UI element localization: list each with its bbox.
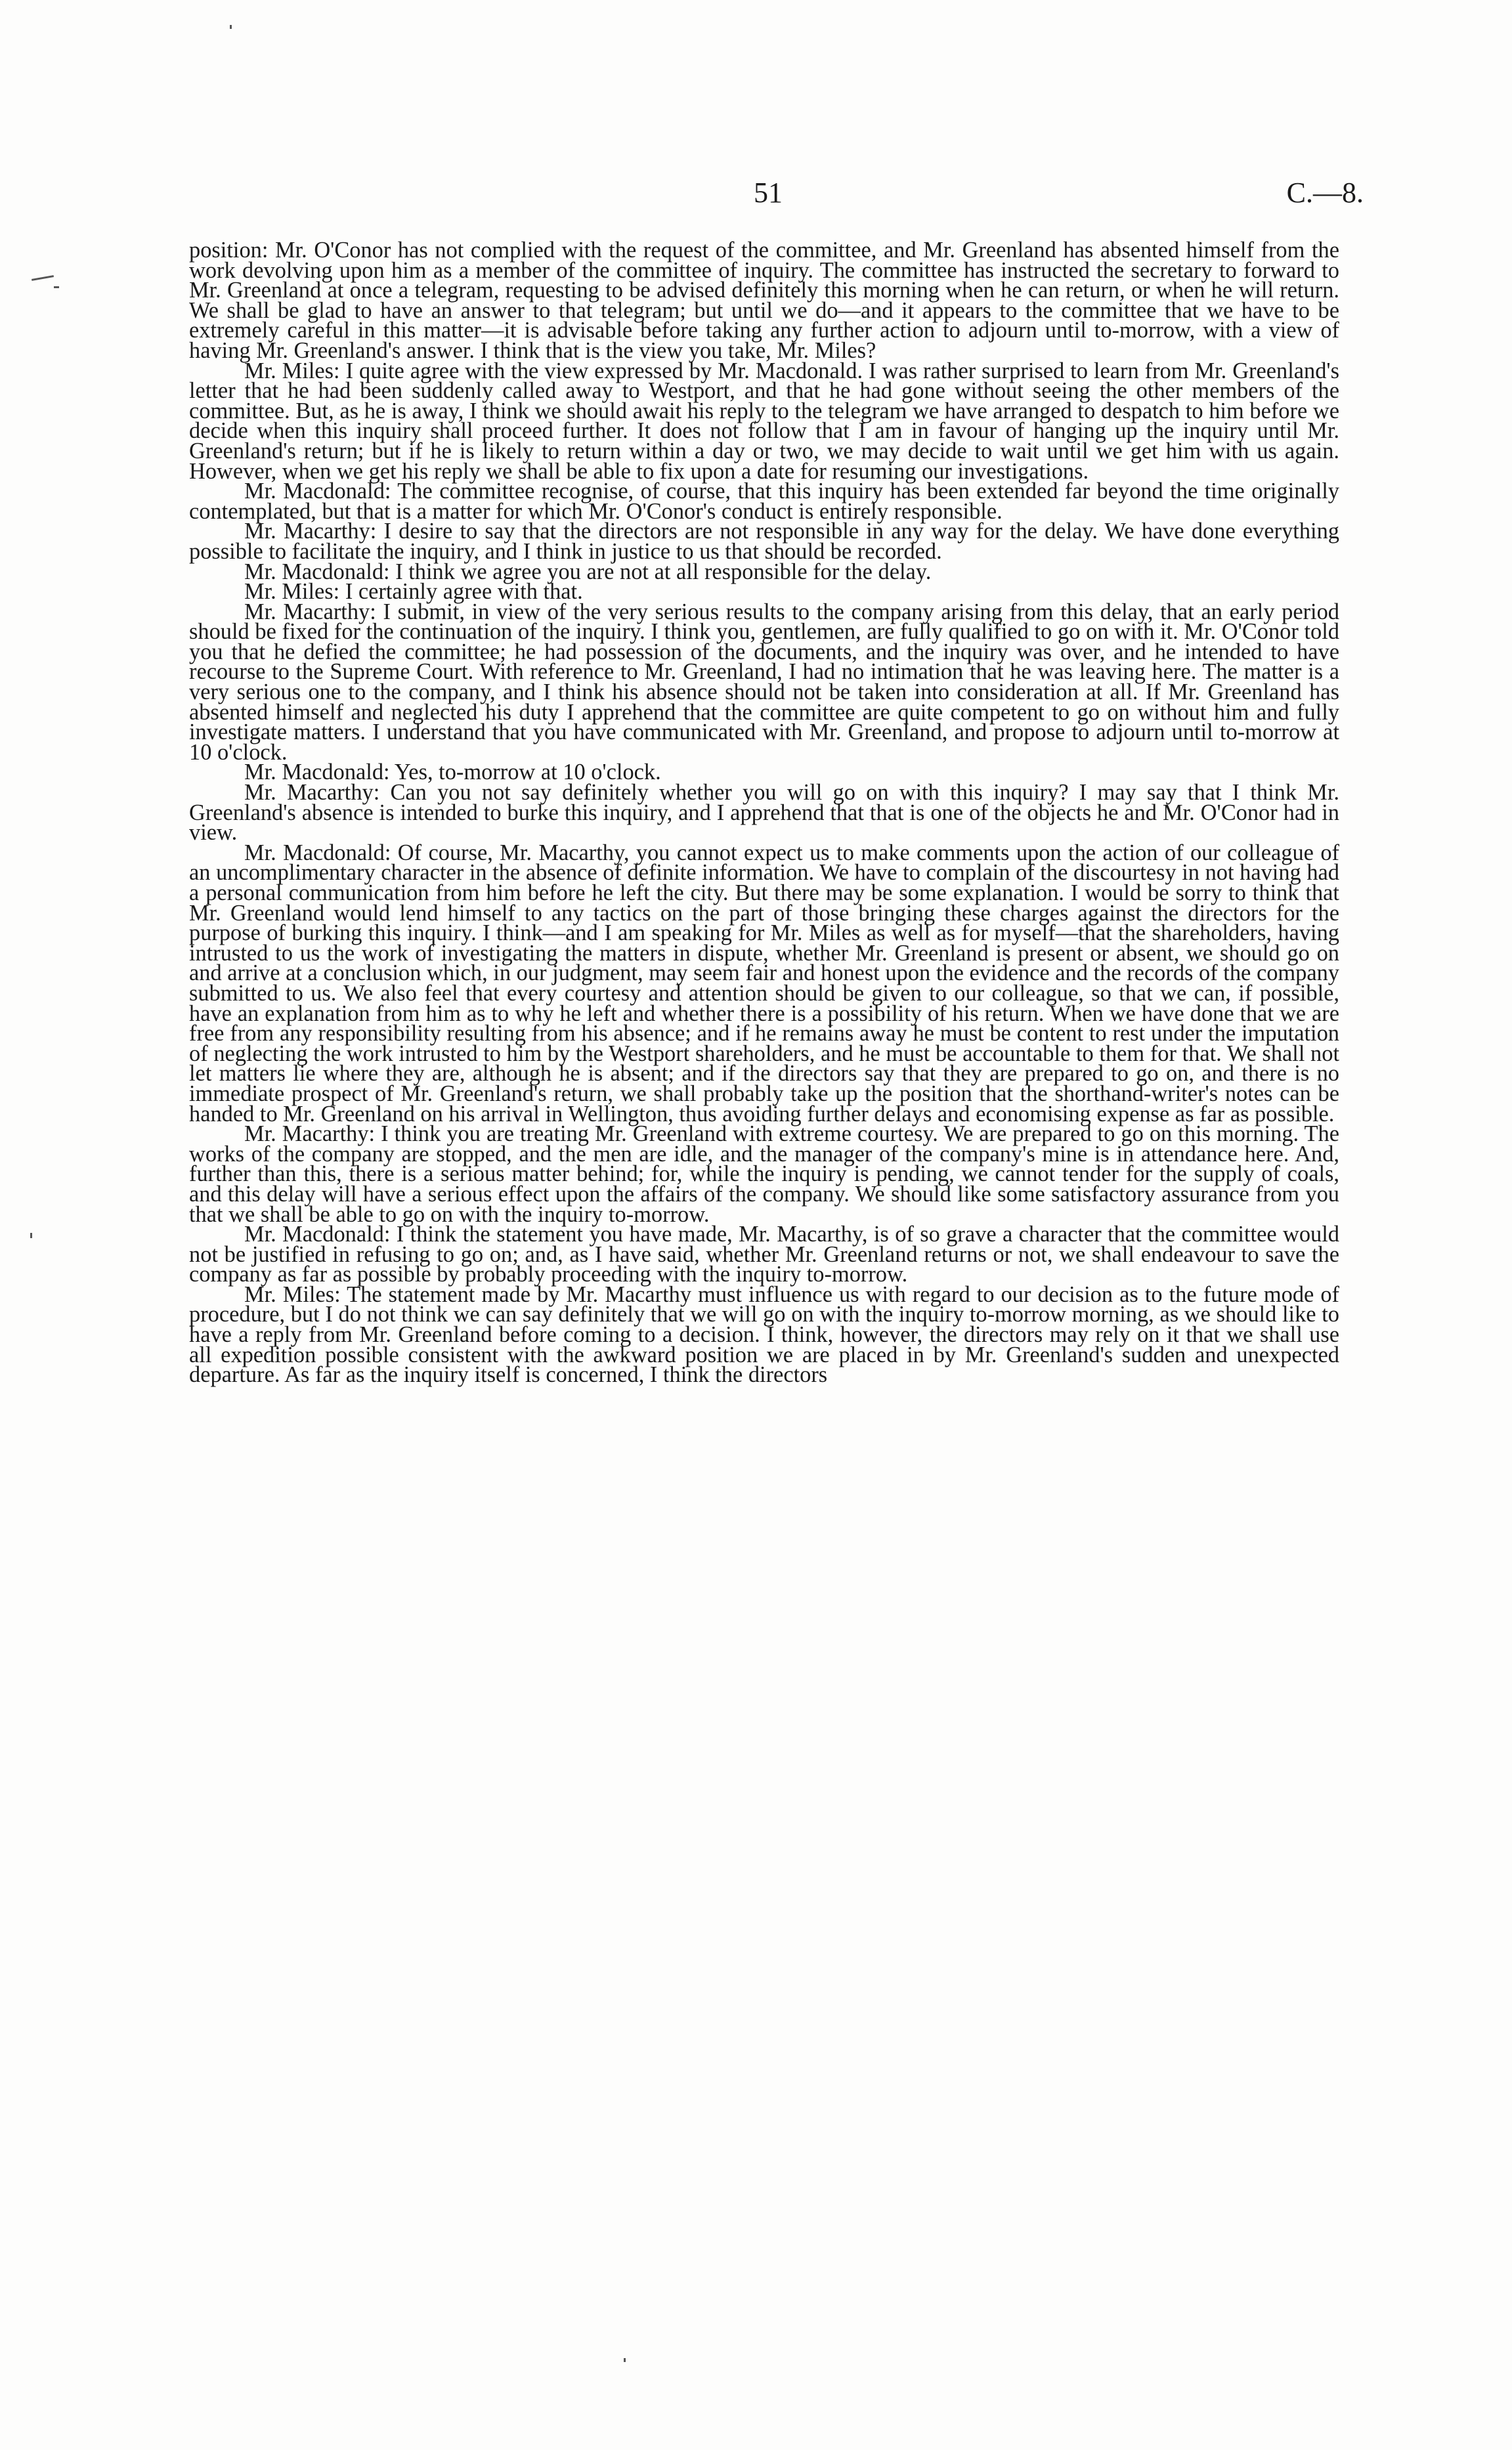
paragraph: Mr. Macdonald: The committee recognise, of course, that this inquiry has been extended far beyond the time originally contemplated, but that is a matter for which Mr. O'Conor's conduct is entirely responsible. [189,479,1339,524]
paragraph: Mr. Macdonald: I think the statement you have made, Mr. Macarthy, is of so grave a character that the committee would not be justified in refusing to go on; and, as I have said, whether Mr. Greenland returns or not, we shall endeavour to save the company as far as possible by probably proceeding with the inquiry to-morrow. [189,1222,1339,1287]
paragraph: Mr. Miles: I certainly agree with that. [244,579,583,605]
paragraph: position: Mr. O'Conor has not complied with the request of the committee, and Mr. Greenland has absented himself from the work devolving upon him as a member of the committee of inquiry. The committee has instructed the secretary to forward to Mr. Greenland at once a telegram, requesting to be advised definitely this morning when he can return, or when he will return. We shall be glad to have an answer to that telegram; but until we do—and it appears to the committee that we have to be extremely careful in this matter—it is advisable before taking any further action to adjourn until to-morrow, with a view of having Mr. Greenland's answer. I think that is the view you take, Mr. Miles? [189,238,1339,363]
page-number: 51 [754,177,783,209]
scan-artifact [230,25,232,29]
paragraph: Mr. Miles: I quite agree with the view expressed by Mr. Macdonald. I was rather surprised to learn from Mr. Greenland's letter that he had been suddenly called away to Westport, and that he had gone without seeing the other members of the committee. But, as he is away, I think we should await his reply to the telegram we have arranged to despatch to him before we decide when this inquiry shall proceed further. It does not follow that I am in favour of hanging up the inquiry until Mr. Greenland's return; but if he is likely to return within a day or two, we may decide to wait until we get him with us again. However, when we get his reply we shall be able to fix upon a date for resuming our investigations. [189,358,1339,484]
scan-artifact [30,1233,32,1238]
document-reference: C.—8. [1286,177,1364,209]
scan-artifact [32,275,54,281]
body-text [189,238,1339,1388]
paragraph: Mr. Macdonald: Of course, Mr. Macarthy, you cannot expect us to make comments upon the action of our colleague of an uncomplimentary character in the absence of definite information. We have to complain of the discourtesy in not having had a personal communication from him before he left the city. But there may be some explanation. I would be sorry to think that Mr. Greenland would lend himself to any tactics on the part of those bringing these charges against the directors for the purpose of burking this inquiry. I think—and I am speaking for Mr. Miles as well as for myself—that the shareholders, having intrusted to us the work of investigating the matters in dispute, whether Mr. Greenland is present or absent, we should go on and arrive at a conclusion which, in our judgment, may seem fair and honest upon the evidence and the records of the company submitted to us. We also feel that every courtesy and attention should be given to our colleague, so that we can, if possible, have an explanation from him as to why he left and whether there is a possibility of his return. When we have done that we are free from any responsibility resulting from his absence; and if he remains away he must be content to rest under the imputation of neglecting the work intrusted to him by the Westport shareholders, and he must be accountable to them for that. We shall not let matters lie where they are, although he is absent; and if the directors say that they are prepared to go on, and there is no immediate prospect of Mr. Greenland's return, we shall probably take up the position that the shorthand-writer's notes can be handed to Mr. Greenland on his arrival in Wellington, thus avoiding further delays and economising expense as far as possible. [189,840,1339,1127]
paragraph: Mr. Miles: The statement made by Mr. Macarthy must influence us with regard to our decision as to the future mode of procedure, but I do not think we can say definitely that we will go on with the inquiry to-morrow morning, as we should like to have a reply from Mr. Greenland before coming to a decision. I think, however, the directors may rely on it that we shall use all expedition possible consistent with the awkward position we are placed in by Mr. Greenland's sudden and unexpected departure. As far as the inquiry itself is concerned, I think the directors [189,1281,1339,1388]
paragraph: Mr. Macarthy: I think you are treating Mr. Greenland with extreme courtesy. We are prepared to go on this morning. The works of the company are stopped, and the men are idle, and the manager of the company's mine is in attendance here. And, further than this, there is a serious matter behind; for, while the inquiry is pending, we cannot tender for the supply of coals, and this delay will have a serious effect upon the affairs of the company. We should like some satisfactory assurance from you that we shall be able to go on with the inquiry to-morrow. [189,1121,1339,1227]
scan-artifact [54,286,59,288]
scan-artifact [624,2358,626,2362]
paragraph: Mr. Macarthy: I submit, in view of the very serious results to the company arising from this delay, that an early period should be fixed for the continuation of the inquiry. I think you, gentlemen, are fully qualified to go on with it. Mr. O'Conor told you that he defied the committee; he had possession of the documents, and the inquiry was over, and he intended to have recourse to the Supreme Court. With reference to Mr. Greenland, I had no intimation that he was leaving here. The matter is a very serious one to the company, and I think his absence should not be taken into consideration at all. If Mr. Greenland has absented himself and neglected his duty I apprehend that the committee are quite competent to go on without him and fully investigate matters. I understand that you have communicated with Mr. Greenland, and propose to adjourn until to-morrow at 10 o'clock. [189,599,1339,765]
paragraph: Mr. Macarthy: I desire to say that the directors are not responsible in any way for the delay. We have done everything possible to facilitate the inquiry, and I think in justice to us that should be recorded. [189,519,1339,564]
paragraph: Mr. Macdonald: Yes, to-morrow at 10 o'clock. [244,760,661,785]
paragraph: Mr. Macarthy: Can you not say definitely whether you will go on with this inquiry? I may say that I think Mr. Greenland's absence is intended to burke this inquiry, and I apprehend that that is one of the objects he and Mr. O'Conor had in view. [189,780,1339,846]
paragraph: Mr. Macdonald: I think we agree you are not at all responsible for the delay. [244,559,932,584]
